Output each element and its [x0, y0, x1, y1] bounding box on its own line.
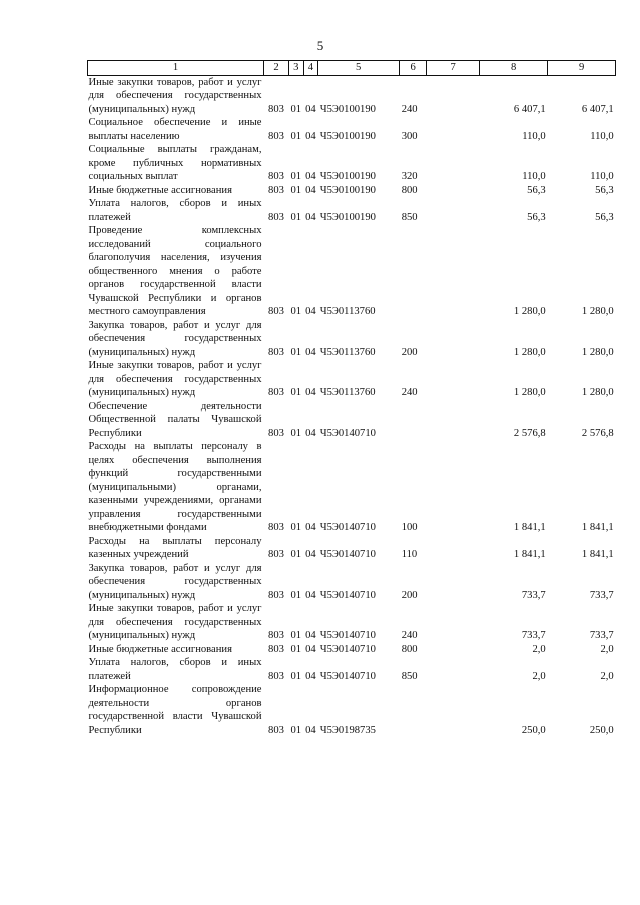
row-col7 — [427, 197, 480, 224]
col-header-9: 9 — [548, 61, 616, 76]
row-expense-type: 200 — [401, 346, 418, 358]
table-row — [88, 184, 616, 198]
row-name: Социальное обеспечение и иные выплаты населению — [88, 117, 262, 142]
row-name: Информационное сопровождение деятельности органов государственной власти Чувашской Республики — [88, 684, 262, 736]
row-subsection: 04 — [305, 522, 316, 533]
row-expense-type: 850 — [401, 211, 418, 223]
row-amount-8: 6 407,1 — [513, 103, 546, 115]
table-row — [88, 224, 616, 319]
table-row — [88, 656, 616, 683]
table-row — [88, 535, 616, 562]
row-name: Обеспечение деятельности Общественной палаты Чувашской Республики — [88, 400, 262, 439]
row-col7 — [427, 535, 480, 562]
row-gr: 803 — [268, 130, 284, 142]
row-gr: 803 — [268, 643, 284, 655]
row-gr: 803 — [268, 670, 284, 682]
row-subsection: 04 — [305, 306, 316, 317]
table-row — [88, 400, 616, 441]
row-subsection: 04 — [305, 427, 316, 439]
row-target-article: Ч5Э0113760 — [319, 387, 376, 398]
row-section: 01 — [290, 387, 302, 398]
row-name: Иные бюджетные ассигнования — [88, 643, 232, 655]
row-target-article: Ч5Э0140710 — [319, 670, 376, 682]
row-amount-9: 6 407,1 — [581, 103, 614, 115]
row-amount-9: 1 280,0 — [581, 306, 614, 317]
row-target-article: Ч5Э0140710 — [319, 549, 376, 560]
row-col7 — [427, 184, 480, 198]
table-row — [88, 562, 616, 603]
row-name: Расходы на выплаты персоналу казенных учреждений — [88, 535, 262, 560]
row-col7 — [427, 683, 480, 737]
row-col7 — [427, 319, 480, 360]
table-row — [88, 197, 616, 224]
row-col7 — [427, 75, 480, 116]
row-expense-type — [400, 400, 427, 441]
row-amount-8: 2,0 — [532, 643, 546, 655]
table-row — [88, 643, 616, 657]
row-name: Социальные выплаты гражданам, кроме публичных нормативных социальных выплат — [88, 144, 262, 182]
row-gr: 803 — [268, 724, 284, 736]
row-col7 — [427, 400, 480, 441]
row-section: 01 — [290, 103, 302, 115]
row-gr: 803 — [268, 211, 284, 223]
row-amount-8: 110,0 — [522, 130, 546, 142]
table-row — [88, 319, 616, 360]
row-section: 01 — [290, 130, 302, 142]
row-target-article: Ч5Э0140710 — [319, 630, 376, 641]
row-target-article: Ч5Э0100190 — [319, 184, 376, 196]
row-expense-type: 240 — [401, 630, 418, 641]
row-section: 01 — [290, 670, 302, 682]
row-subsection: 04 — [305, 211, 316, 223]
col-header-8: 8 — [480, 61, 548, 76]
row-amount-9: 733,7 — [589, 589, 614, 601]
col-header-5: 5 — [318, 61, 400, 76]
row-section: 01 — [290, 346, 302, 358]
row-subsection: 04 — [305, 724, 316, 736]
row-amount-9: 110,0 — [590, 171, 614, 182]
row-name: Закупка товаров, работ и услуг для обеспечения государственных (муниципальных) нужд — [88, 562, 262, 601]
row-section: 01 — [290, 630, 302, 641]
row-amount-8: 733,7 — [521, 589, 546, 601]
row-target-article: Ч5Э0140710 — [319, 427, 376, 439]
row-subsection: 04 — [305, 103, 316, 115]
row-section: 01 — [290, 211, 302, 223]
row-section: 01 — [290, 522, 302, 533]
row-amount-9: 2 576,8 — [581, 427, 614, 439]
row-expense-type: 240 — [401, 387, 418, 398]
row-gr: 803 — [268, 589, 284, 601]
row-col7 — [427, 359, 480, 400]
page-number: 5 — [316, 38, 324, 53]
row-col7 — [427, 440, 480, 535]
row-amount-9: 1 841,1 — [581, 522, 614, 533]
table-row — [88, 683, 616, 737]
col-header-1: 1 — [88, 61, 264, 76]
table-header-row — [88, 61, 616, 76]
row-section: 01 — [290, 427, 302, 439]
row-target-article: Ч5Э0100190 — [319, 171, 376, 182]
row-amount-9: 56,3 — [595, 184, 614, 196]
col-header-3: 3 — [289, 61, 304, 76]
row-amount-8: 2,0 — [532, 670, 546, 682]
row-amount-8: 250,0 — [521, 724, 546, 736]
row-expense-type: 110 — [401, 549, 418, 560]
row-target-article: Ч5Э0113760 — [319, 306, 376, 317]
col-header-4: 4 — [303, 61, 318, 76]
row-subsection: 04 — [305, 387, 316, 398]
row-gr: 803 — [268, 549, 284, 560]
row-target-article: Ч5Э0140710 — [319, 522, 376, 533]
row-expense-type: 200 — [401, 589, 418, 601]
col-header-2: 2 — [264, 61, 289, 76]
row-amount-8: 1 280,0 — [513, 346, 546, 358]
row-subsection: 04 — [305, 630, 316, 641]
row-name: Расходы на выплаты персоналу в целях обеспечения выполнения функций государственными (муниципальными) органами, казенными учреждениями, органами управления государственными внебюджетными фондами — [88, 441, 262, 533]
row-gr: 803 — [268, 103, 284, 115]
row-subsection: 04 — [305, 130, 316, 142]
row-amount-9: 250,0 — [589, 724, 614, 736]
table-row — [88, 359, 616, 400]
row-amount-9: 1 841,1 — [581, 549, 614, 560]
row-section: 01 — [290, 724, 302, 736]
row-subsection: 04 — [305, 549, 316, 560]
row-amount-8: 110,0 — [522, 171, 546, 182]
row-expense-type — [400, 224, 427, 319]
row-amount-8: 733,7 — [521, 630, 546, 641]
row-amount-9: 1 280,0 — [581, 346, 614, 358]
row-expense-type: 100 — [401, 522, 418, 533]
col-header-6: 6 — [400, 61, 427, 76]
row-col7 — [427, 656, 480, 683]
row-gr: 803 — [268, 387, 284, 398]
row-name: Закупка товаров, работ и услуг для обеспечения государственных (муниципальных) нужд — [88, 319, 262, 358]
row-gr: 803 — [268, 306, 284, 317]
table-row — [88, 440, 616, 535]
row-gr: 803 — [268, 171, 284, 182]
table-row — [88, 116, 616, 143]
budget-table — [87, 60, 616, 737]
row-gr: 803 — [268, 522, 284, 533]
row-name: Уплата налогов, сборов и иных платежей — [88, 198, 262, 223]
row-expense-type: 240 — [401, 103, 418, 115]
row-target-article: Ч5Э0140710 — [319, 589, 376, 601]
row-amount-8: 1 280,0 — [513, 387, 546, 398]
row-col7 — [427, 562, 480, 603]
row-amount-8: 56,3 — [527, 184, 546, 196]
row-col7 — [427, 143, 480, 184]
row-gr: 803 — [268, 630, 284, 641]
row-target-article: Ч5Э0100190 — [319, 211, 376, 223]
row-name: Проведение комплексных исследований социального благополучия населения, изучения общественного мнения о работе органов государственной власти Чувашской Республики и органов местного самоуправления — [88, 225, 262, 317]
row-expense-type: 320 — [401, 171, 418, 182]
row-col7 — [427, 116, 480, 143]
row-target-article: Ч5Э0100190 — [319, 103, 376, 115]
row-expense-type: 300 — [401, 130, 418, 142]
row-gr: 803 — [268, 346, 284, 358]
row-section: 01 — [290, 184, 302, 196]
row-col7 — [427, 224, 480, 319]
row-section: 01 — [290, 643, 302, 655]
row-expense-type: 850 — [401, 670, 418, 682]
row-expense-type: 800 — [401, 184, 418, 196]
row-amount-9: 56,3 — [595, 211, 614, 223]
row-target-article: Ч5Э0198735 — [319, 724, 376, 736]
row-col7 — [427, 602, 480, 643]
row-name: Уплата налогов, сборов и иных платежей — [88, 657, 262, 682]
col-header-7: 7 — [427, 61, 480, 76]
row-subsection: 04 — [305, 171, 316, 182]
row-target-article: Ч5Э0100190 — [319, 130, 376, 142]
row-amount-8: 1 841,1 — [513, 549, 546, 560]
row-name: Иные закупки товаров, работ и услуг для обеспечения государственных (муниципальных) нужд — [88, 603, 262, 641]
row-expense-type: 800 — [401, 643, 418, 655]
row-name: Иные закупки товаров, работ и услуг для обеспечения государственных (муниципальных) нужд — [88, 76, 262, 115]
table-row — [88, 602, 616, 643]
row-subsection: 04 — [305, 589, 316, 601]
row-section: 01 — [290, 171, 302, 182]
row-section: 01 — [290, 549, 302, 560]
row-amount-8: 2 576,8 — [513, 427, 546, 439]
row-amount-8: 1 280,0 — [513, 306, 546, 317]
row-amount-9: 2,0 — [600, 670, 614, 682]
row-gr: 803 — [268, 427, 284, 439]
row-target-article: Ч5Э0113760 — [319, 346, 376, 358]
table-row — [88, 75, 616, 116]
row-amount-8: 1 841,1 — [513, 522, 546, 533]
table-row — [88, 143, 616, 184]
row-col7 — [427, 643, 480, 657]
row-name: Иные бюджетные ассигнования — [88, 184, 232, 196]
row-expense-type — [400, 683, 427, 737]
row-gr: 803 — [268, 184, 284, 196]
row-section: 01 — [290, 306, 302, 317]
row-subsection: 04 — [305, 346, 316, 358]
row-subsection: 04 — [305, 670, 316, 682]
row-target-article: Ч5Э0140710 — [319, 643, 376, 655]
row-amount-8: 56,3 — [527, 211, 546, 223]
row-subsection: 04 — [305, 184, 316, 196]
row-amount-9: 1 280,0 — [581, 387, 614, 398]
row-name: Иные закупки товаров, работ и услуг для обеспечения государственных (муниципальных) нужд — [88, 360, 262, 398]
row-section: 01 — [290, 589, 302, 601]
row-amount-9: 733,7 — [589, 630, 614, 641]
row-amount-9: 2,0 — [600, 643, 614, 655]
row-subsection: 04 — [305, 643, 316, 655]
row-amount-9: 110,0 — [590, 130, 614, 142]
